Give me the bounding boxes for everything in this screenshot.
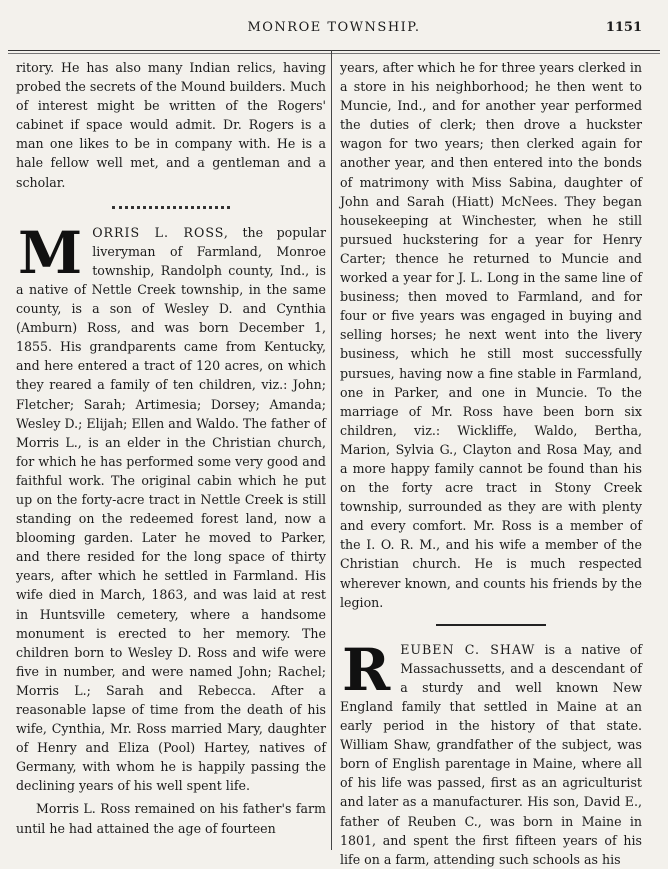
- ross-early-life-paragraph: Morris L. Ross remained on his father's farm until he had attained the age of fourteen: [16, 801, 326, 836]
- shaw-name-lead: EUBEN C. SHAW: [400, 641, 536, 657]
- column-divider: [331, 50, 332, 850]
- ross-name-lead: ORRIS L. ROSS,: [92, 224, 229, 240]
- section-separator-dotted: [112, 206, 230, 209]
- shaw-biography-paragraph: [340, 635, 643, 869]
- header-rule-secondary: [8, 53, 660, 54]
- running-head: MONROE TOWNSHIP.: [247, 20, 421, 35]
- ross-paragraph-text: the popular liveryman of Farmland, Monroe township, Randolph county, Ind., is a native of Nettle Creek township, in the same county, is a son of Wesley D. and Cynthia (Amburn) Ross, and was born December 1, 1855. His grandparents came from Kentucky, and here entered a tract of 120 acres, on which they reared a family of ten children, viz.: John; Fletcher; Sarah; Artimesia; Dorsey; Amanda; Wesley D.; Elijah; Ellen and Waldo. The father of Morris L., is an elder in the Christian church, for which he has performed some very good and faithful work. The original cabin which he put up on the forty-acre tract in Nettle Creek is still standing on the redeemed forest land, now a blooming garden. Later he moved to Parker, and there resided for the long space of thirty years, after which he settled in Farmland. His wife died in March, 1863, and was laid at rest in Huntsville cemetery, where a handsome monument is erected to her memory. The children born to Wesley D. Ross and wife were five in number, and were named John; Rachel; Morris L.; Sarah and Rebecca. After a reasonable lapse of time from the death of his wife, Cynthia, Mr. Ross married Mary, daughter of Henry and Eliza (Pool) Hartey, natives of Germany, with whom he is happily passing the declining years of his well spent life.: [16, 224, 326, 794]
- left-column: [16, 58, 326, 838]
- shaw-paragraph-text: is a native of Massachussetts, and a descendant of a sturdy and well known New England family that settled in Maine at an early period in the history of that state. William Shaw, grandfather of the subject, was born of English parentage in Maine, where all of his life was passed, first as an agriculturist and later as a manufacturer. His son, David E., father of Reuben C., was born in Maine in 1801, and spent the first fifteen years of his life on a farm, attending such schools as his: [340, 641, 643, 867]
- ross-continuation: years, after which he for three years clerked in a store in his neighborhood; he then went to Muncie, Ind., and for another year performed the duties of clerk; then drove a huckster wagon for two years; then clerked again for another year, and then entered into the bonds of matrimony with Miss Sabina, daughter of John and Sarah (Hiatt) McNees. They began housekeeping at Winchester, when he still pursued huckstering for a year for Henry Carter; thence he returned to Muncie and worked a year for J. L. Long in the same line of business; then moved to Farmland, and for four or five years was engaged in buying and selling horses; he next went into the livery business, which he still most successfully pursues, having now a fine stable in Farmland, one in Parker, and one in Muncie. To the marriage of Mr. Ross have been born six children, viz.: Wickliffe, Waldo, Bertha, Marion, Sylvia G., Clayton and Rosa May, and a more happy family cannot be found than his on the forty acre tract in Stony Creek township, surrounded as they are with plenty and every comfort. Mr. Ross is a member of the I. O. R. M., and his wife a member of the Christian church. He is much respected wherever known, and counts his friends by the legion.: [340, 60, 642, 610]
- section-separator-solid: [436, 624, 546, 626]
- right-column: [340, 58, 642, 869]
- page-number: 1151: [605, 20, 642, 35]
- page-header: [0, 18, 668, 44]
- rogers-continuation: ritory. He has also many Indian relics, having probed the secrets of the Mound builders. Much of interest might be written of the Rogers' cabinet if space would admit. Dr. Rogers is a man one likes to be in company with. He is a hale fellow well met, and a gentleman and a scholar.: [16, 60, 326, 190]
- shaw-drop-cap: R: [342, 635, 391, 704]
- ross-biography-paragraph: [16, 218, 326, 796]
- ross-drop-cap: M: [18, 218, 83, 287]
- header-rule: [8, 50, 660, 51]
